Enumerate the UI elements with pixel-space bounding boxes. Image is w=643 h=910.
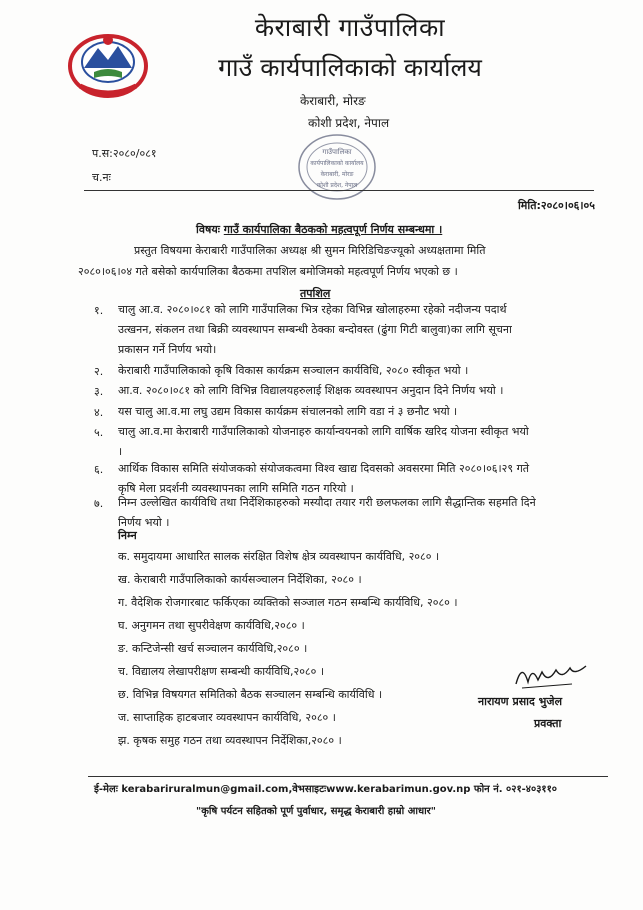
sub-list-item: घ. अनुगमन तथा सुपरीवेक्षण कार्यविधि,२०८० । <box>118 619 305 632</box>
decision-number: १. <box>94 304 104 317</box>
sub-list-item: क. समुदायमा आधारित सालक संरक्षित विशेष क्षेत्र व्यवस्थापन कार्यविधि, २०८० । <box>118 550 440 563</box>
sub-list-heading: निम्न <box>118 529 137 542</box>
address-line-2: कोशी प्रदेश, नेपाल <box>308 116 390 130</box>
sub-list-item: ख. केराबारी गाउँपालिकाको कार्यसञ्चालन निर्देशिका, २०८० । <box>118 573 362 586</box>
footer-contact: ई-मेलः kerabariruralmun@gmail.com,वेभसाइटःwww.kerabarimun.gov.np फोन नं. ०२१-४०३११० <box>94 784 557 795</box>
decision-number: ३. <box>94 385 104 398</box>
sub-list-item: ज. साप्ताहिक हाटबजार व्यवस्थापन कार्यविधि, २०८० । <box>118 711 336 724</box>
office-subtitle: गाउँ कार्यपालिकाको कार्यालय <box>218 53 482 82</box>
decision-line: यस चालु आ.व.मा लघु उद्यम विकास कार्यक्रम संचालनको लागि वडा नं ३ छनौट भयो । <box>118 405 458 418</box>
decision-number: ४. <box>94 406 104 419</box>
intro-line-1: प्रस्तुत विषयमा केराबारी गाउँपालिका अध्यक्ष श्री सुमन मिरिडिचिङज्यूको अध्यक्षतामा मिति <box>134 244 486 257</box>
decision-item <box>118 381 608 401</box>
reference-number: प.स:२०८०/०८१ <box>92 147 157 160</box>
decision-item <box>118 422 608 462</box>
decision-line: उत्खनन, संकलन तथा बिक्री व्यवस्थापन सम्बन्धी ठेक्का बन्दोवस्त (ढुंगा गिटी बालुवा)का लागि सूचना <box>118 323 512 336</box>
decision-item <box>118 300 608 360</box>
decision-line: कृषि मेला प्रदर्शनी व्यवस्थापनका लागि समिति गठन गरियो । <box>118 482 354 495</box>
decision-line: आ.व. २०८०।०८१ को लागि विभिन्न विद्यालयहरुलाई शिक्षक व्यवस्थापन अनुदान दिने निर्णय भयो । <box>118 384 504 397</box>
decision-line: केराबारी गाउँपालिकाको कृषि विकास कार्यक्रम सञ्चालन कार्यविधि, २०८० स्वीकृत भयो । <box>118 364 469 377</box>
decision-line: आर्थिक विकास समिति संयोजकको संयोजकत्वमा विश्व खाद्य दिवसको अवसरमा मिति २०८०।०६।२९ गते <box>118 462 530 475</box>
subject-line <box>196 222 442 237</box>
seal-text-4: कोशी प्रदेश, नेपाल <box>316 182 358 189</box>
decision-item <box>118 361 608 381</box>
decision-number: २. <box>94 365 104 378</box>
dispatch-number: च.नः <box>92 171 111 184</box>
header-divider <box>84 190 594 191</box>
decision-line: प्रकासन गर्ने निर्णय भयो। <box>118 343 217 356</box>
signatory-role: प्रवक्ता <box>534 717 562 730</box>
subject-label: विषयः <box>196 223 220 236</box>
signatory-name: नारायण प्रसाद भुजेल <box>478 695 563 708</box>
decision-item <box>118 493 608 533</box>
decision-line: चालु आ.व. २०८०।०८१ को लागि गाउँपालिका भित्र रहेका विभिन्न खोलाहरुमा रहेको नदीजन्य पदार्थ <box>118 303 507 316</box>
footer-divider <box>88 776 608 777</box>
sub-list-item: ग. वैदेशिक रोजगारबाट फर्किएका व्यक्तिको सञ्जाल गठन सम्बन्धि कार्यविधि, २०८० । <box>118 596 458 609</box>
footer-slogan: "कृषि पर्यटन सहितको पूर्ण पुर्वाधार, समृद्ध केराबारी हाम्रो आधार" <box>196 806 436 817</box>
decision-number: ५. <box>94 426 104 439</box>
intro-line-2: २०८०।०६।०४ गते बसेको कार्यपालिका बैठकमा तपशिल बमोजिमको महत्वपूर्ण निर्णय भएको छ । <box>78 265 458 278</box>
details-heading: तपशिल <box>300 287 331 300</box>
sub-list-item: झ. कृषक समुह गठन तथा व्यवस्थापन निर्देशिका,२०८० । <box>118 734 342 747</box>
decision-item <box>118 402 608 422</box>
seal-text-3: केराबारी, मोरङ <box>320 171 354 178</box>
nepal-emblem-icon <box>64 26 152 100</box>
decision-line: निर्णय भयो । <box>118 516 170 529</box>
sub-list-item: छ. विभिन्न विषयगत समितिको बैठक सञ्चालन सम्बन्धि कार्यविधि । <box>118 688 383 701</box>
decision-line: । <box>118 445 123 458</box>
seal-text-1: गाउँपालिका <box>322 148 352 156</box>
sub-list-item: च. विद्यालय लेखापरीक्षण सम्बन्धी कार्यविधि,२०८० । <box>118 665 325 678</box>
decision-line: चालु आ.व.मा केराबारी गाउँपालिकाको योजनाहरु कार्यान्वयनको लागि वार्षिक खरिद योजना स्वीकृत भयो <box>118 425 529 438</box>
office-title: केराबारी गाउँपालिका <box>254 13 446 42</box>
decision-number: ६. <box>94 463 104 476</box>
decision-line: निम्न उल्लेखित कार्यविधि तथा निर्देशिकाहरुको मस्यौदा तयार गरी छलफलका लागि सैद्धान्तिक सहमति दिने <box>118 496 536 509</box>
signature-mark <box>512 654 592 694</box>
office-seal-stamp <box>296 132 378 202</box>
address-line-1: केराबारी, मोरङ <box>300 94 366 108</box>
seal-text-2: कार्यपालिकाको कार्यालय <box>310 160 364 167</box>
sub-list-item: ङ. कन्टिजेन्सी खर्च सञ्चालन कार्यविधि,२०८० । <box>118 642 308 655</box>
letter-date: मिति:२०८०।०६।०५ <box>517 199 595 212</box>
subject-text: गाउँ कार्यपालिका बैठकको महत्वपूर्ण निर्णय सम्बन्धमा । <box>223 223 443 236</box>
decision-number: ७. <box>94 497 104 510</box>
